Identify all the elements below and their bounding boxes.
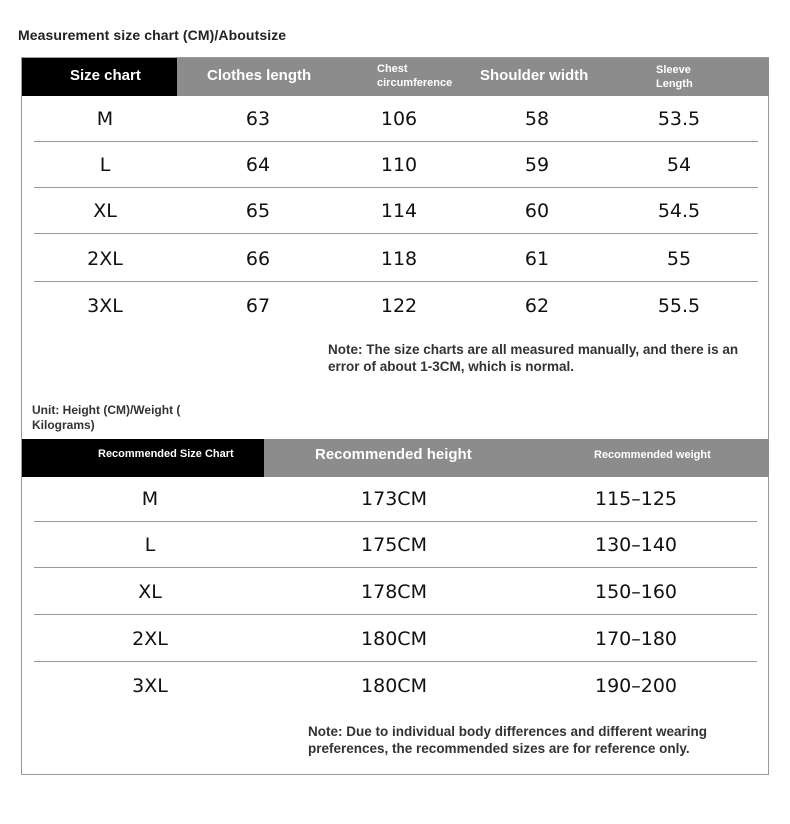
- table-row: [34, 283, 758, 329]
- size-cell: XL: [138, 581, 162, 603]
- weight-cell: 115–125: [594, 488, 678, 510]
- chest-cell: 106: [380, 108, 418, 130]
- size-chart-header: [22, 58, 769, 96]
- size-cell: L: [99, 154, 111, 176]
- header-size-chart: Size chart: [70, 67, 141, 84]
- table-row: [34, 476, 757, 522]
- sleeve-cell: 55: [666, 248, 692, 270]
- shoulder-cell: 61: [524, 248, 550, 270]
- table-row: [34, 236, 758, 282]
- length-cell: 64: [245, 154, 271, 176]
- table-row: [34, 616, 757, 662]
- table-row: [34, 142, 758, 188]
- unit-label: Unit: Height (CM)/Weight ( Kilograms): [32, 403, 181, 432]
- table-row: [34, 522, 757, 568]
- size-cell: M: [96, 108, 114, 130]
- size-cell: 2XL: [132, 628, 168, 650]
- shoulder-cell: 58: [524, 108, 550, 130]
- chest-cell: 110: [380, 154, 418, 176]
- recommended-chart-header: [22, 439, 769, 477]
- recommended-chart-note: Note: Due to individual body differences and different wearing preferences, the recommended sizes are for reference only.: [308, 724, 708, 756]
- length-cell: 65: [245, 200, 271, 222]
- weight-cell: 130–140: [594, 534, 678, 556]
- size-cell: 3XL: [87, 295, 123, 317]
- table-row: [34, 663, 757, 709]
- sleeve-cell: 55.5: [657, 295, 701, 317]
- chest-cell: 114: [380, 200, 418, 222]
- height-cell: 175CM: [361, 534, 427, 556]
- table-row: [34, 569, 757, 615]
- weight-cell: 150–160: [594, 581, 678, 603]
- sleeve-cell: 54.5: [657, 200, 701, 222]
- table-row: [34, 96, 758, 142]
- page-title: Measurement size chart (CM)/Aboutsize: [18, 27, 287, 43]
- size-cell: XL: [93, 200, 117, 222]
- height-cell: 173CM: [361, 488, 427, 510]
- sleeve-cell: 54: [666, 154, 692, 176]
- header-shoulder-width: Shoulder width: [480, 67, 589, 84]
- size-cell: M: [141, 488, 159, 510]
- table-row: [34, 188, 758, 234]
- size-chart-note: Note: The size charts are all measured manually, and there is an error of about 1-3CM, which is normal.: [328, 342, 739, 374]
- header-chest-circumference: Chest circumference: [377, 63, 453, 89]
- header-recommended-size-chart: Recommended Size Chart: [98, 448, 234, 460]
- weight-cell: 190–200: [594, 675, 678, 697]
- sleeve-cell: 53.5: [657, 108, 701, 130]
- height-cell: 180CM: [361, 628, 427, 650]
- header-recommended-weight: Recommended weight: [594, 449, 711, 461]
- shoulder-cell: 60: [524, 200, 550, 222]
- header-clothes-length: Clothes length: [207, 67, 312, 84]
- shoulder-cell: 59: [524, 154, 550, 176]
- length-cell: 67: [245, 295, 271, 317]
- chest-cell: 122: [380, 295, 418, 317]
- height-cell: 178CM: [361, 581, 427, 603]
- weight-cell: 170–180: [594, 628, 678, 650]
- chest-cell: 118: [380, 248, 418, 270]
- length-cell: 66: [245, 248, 271, 270]
- header-sleeve-length: Sleeve Length: [656, 64, 693, 90]
- size-cell: L: [144, 534, 156, 556]
- shoulder-cell: 62: [524, 295, 550, 317]
- length-cell: 63: [245, 108, 271, 130]
- header-recommended-height: Recommended height: [315, 446, 472, 463]
- height-cell: 180CM: [361, 675, 427, 697]
- size-cell: 2XL: [87, 248, 123, 270]
- size-cell: 3XL: [132, 675, 168, 697]
